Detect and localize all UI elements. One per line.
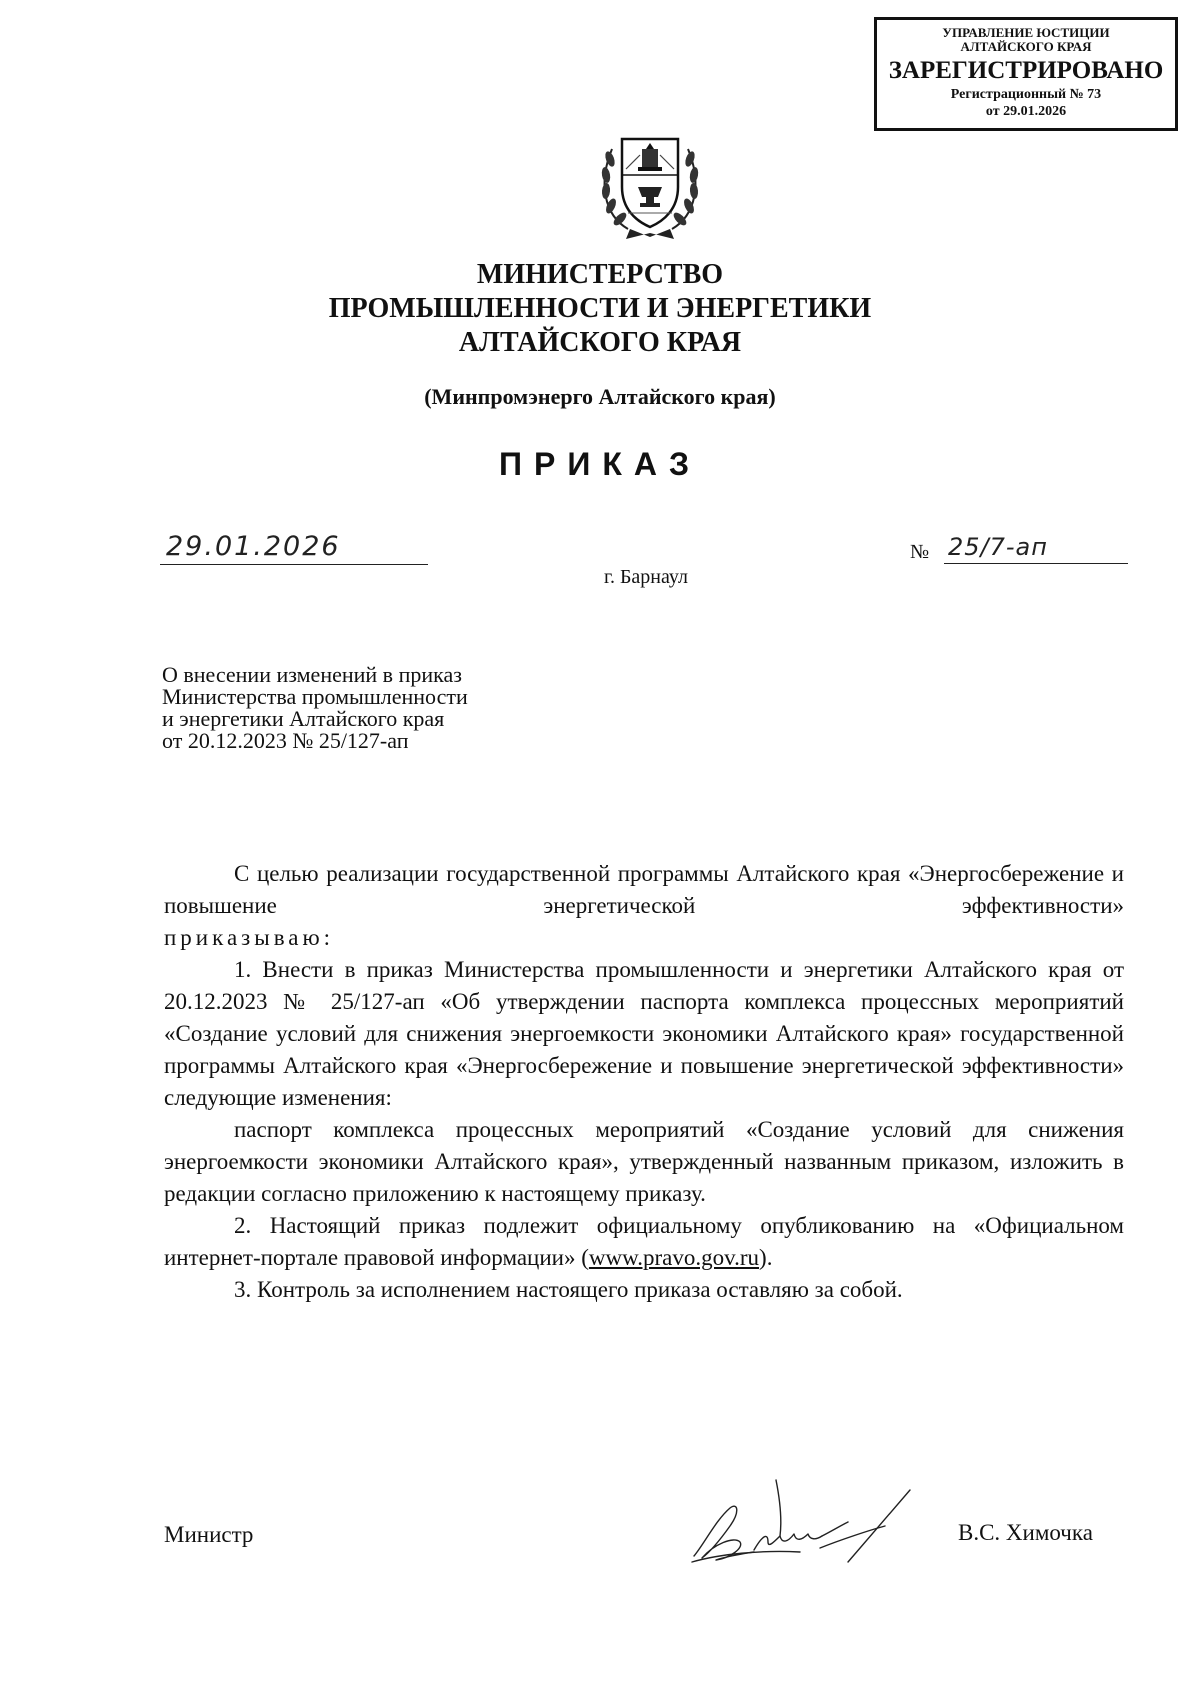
- document-number-field: [910, 528, 1128, 564]
- signer-position: Министр: [164, 1522, 254, 1547]
- document-number-line: [944, 533, 1128, 564]
- ministry-name: [0, 258, 1200, 360]
- document-city: г. Барнаул: [604, 566, 688, 588]
- document-type: ПРИКАЗ: [498, 446, 702, 482]
- registration-organization: УПРАВЛЕНИЕ ЮСТИЦИИ АЛТАЙСКОГО КРАЯ: [942, 25, 1110, 54]
- body-item-2-link-open: (: [581, 1245, 589, 1270]
- registration-stamp: [874, 17, 1178, 131]
- body-order-word-paragraph: [164, 922, 1124, 954]
- ministry-name-line: ПРОМЫШЛЕННОСТИ И ЭНЕРГЕТИКИ: [328, 293, 872, 324]
- document-body: [164, 858, 1124, 1306]
- number-sign: №: [910, 541, 930, 563]
- subject-line: О внесении изменений в приказ: [162, 662, 462, 687]
- document-date: 29.01.2026: [166, 531, 341, 562]
- document-subject: [162, 664, 468, 752]
- pravo-gov-link[interactable]: www.pravo.gov.ru: [588, 1245, 760, 1270]
- document-number: 25/7-ап: [948, 533, 1048, 561]
- registration-title: ЗАРЕГИСТРИРОВАНО: [888, 57, 1164, 84]
- subject-line: и энергетики Алтайского края: [162, 706, 445, 731]
- document-date-field: [160, 528, 428, 565]
- signer-name: В.С. Химочка: [958, 1520, 1093, 1545]
- handwritten-signature: [680, 1470, 940, 1580]
- registration-number: Регистрационный № 73: [950, 87, 1102, 102]
- body-item-3: 3. Контроль за исполнением настоящего приказа оставляю за собой.: [234, 1277, 903, 1302]
- ministry-short-name: (Минпромэнерго Алтайского края): [424, 384, 776, 409]
- altai-krai-coat-of-arms-icon: [590, 125, 710, 245]
- body-order-word: приказываю:: [164, 925, 335, 950]
- ministry-name-line: АЛТАЙСКОГО КРАЯ: [458, 327, 742, 358]
- body-item-2-link-close: ).: [759, 1245, 773, 1270]
- subject-line: Министерства промышленности: [162, 684, 468, 709]
- ministry-name-line: МИНИСТЕРСТВО: [476, 259, 724, 290]
- body-item-1-detail: паспорт комплекса процессных мероприятий «Создание условий для снижения энергоемкости экономики Алтайского края», утвержденный названным приказом, изложить в редакции согласно приложению к настоящему приказу.: [164, 1117, 1124, 1206]
- body-item-2: [164, 1210, 1124, 1274]
- subject-line: от 20.12.2023 № 25/127-ап: [162, 728, 409, 753]
- body-item-1: 1. Внести в приказ Министерства промышленности и энергетики Алтайского края от 20.12.2023 № 25/127-ап «Об утверждении паспорта комплекса процессных мероприятий «Создание условий для снижения энергоемкости экономики Алтайского края» государственной программы Алтайского края «Энергосбережение и повышение энергетической эффективности» следующие изменения:: [164, 957, 1124, 1110]
- body-intro: С целью реализации государственной программы Алтайского края «Энергосбережение и повышение энергетической эффективности»: [164, 861, 1124, 918]
- registration-date: от 29.01.2026: [985, 104, 1067, 119]
- body-item-2-text: 2. Настоящий приказ подлежит официальному опубликованию на «Официальном интернет-портале правовой информации»: [164, 1213, 1124, 1270]
